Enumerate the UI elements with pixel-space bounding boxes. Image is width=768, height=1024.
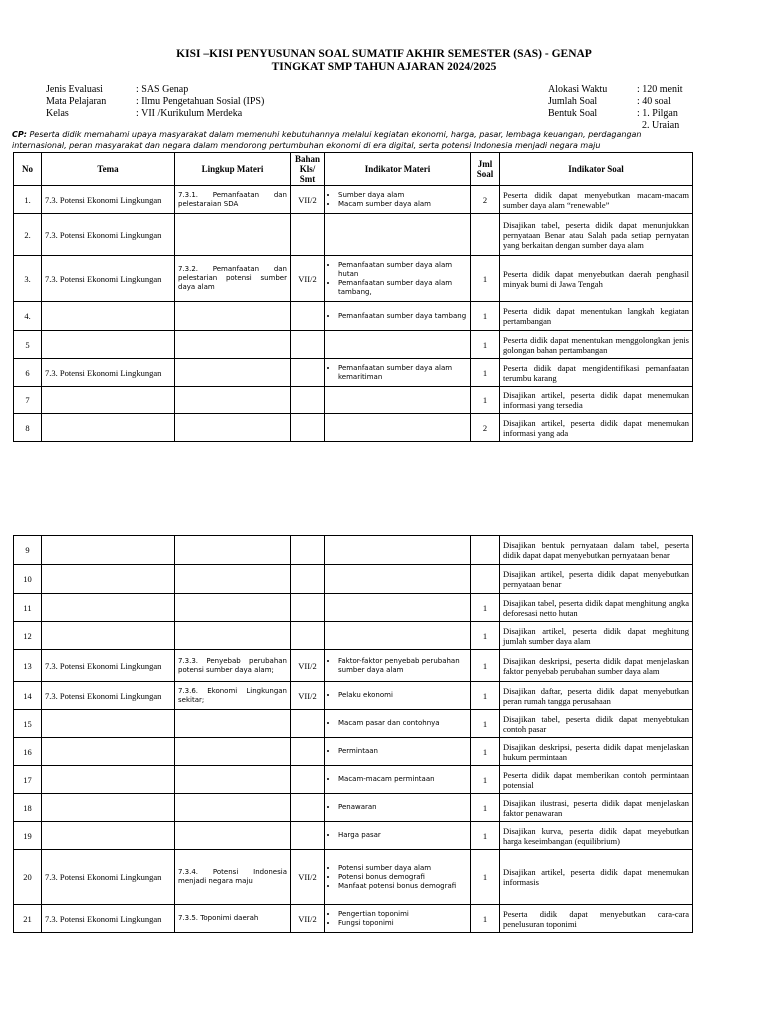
cell-bahan-kls: [291, 766, 325, 794]
cell-tema: 7.3. Potensi Ekonomi Lingkungan: [42, 650, 175, 682]
cell-indikator-soal: Disajikan tabel, peserta didik dapat menunjukkan pernyataan Benar atau Salah pada setiap pernyatan yang berkaitan dengan sumber daya alam: [500, 214, 693, 256]
indikator-item: • Permintaan: [338, 747, 467, 756]
cell-lingkup-materi: 7.3.4. Potensi Indonesia menjadi negara maju: [175, 850, 291, 905]
table-row: [14, 905, 693, 933]
cell-bahan-kls: VII/2: [291, 650, 325, 682]
cell-tema: [42, 738, 175, 766]
header-lingkup-materi: Lingkup Materi: [175, 153, 291, 186]
cell-lingkup-materi: [175, 794, 291, 822]
cell-lingkup-materi: [175, 738, 291, 766]
header-indikator-materi: Indikator Materi: [325, 153, 471, 186]
cell-indikator-materi: [325, 622, 471, 650]
indikator-list: [328, 657, 467, 675]
document-title-line2: TINGKAT SMP TAHUN AJARAN 2024/2025: [271, 61, 497, 73]
cell-jml-soal: 1: [471, 766, 500, 794]
table-row: [14, 536, 693, 565]
info-right: [548, 84, 683, 132]
info-row: Jumlah Soal : 40 soal: [548, 96, 671, 107]
indikator-item: • Faktor-faktor penyebab perubahan sumber daya alam: [338, 657, 467, 675]
cell-lingkup-materi: [175, 331, 291, 359]
cell-tema: 7.3. Potensi Ekonomi Lingkungan: [42, 186, 175, 214]
cell-no: 15: [14, 710, 42, 738]
kisi-table-part2: [13, 535, 693, 933]
table-row: [14, 622, 693, 650]
cell-jml-soal: [471, 565, 500, 594]
cell-indikator-soal: Peserta didik dapat memberikan contoh permintaan potensial: [500, 766, 693, 794]
cell-indikator-materi: [325, 794, 471, 822]
cell-tema: [42, 387, 175, 414]
cell-tema: [42, 331, 175, 359]
cell-no: 5: [14, 331, 42, 359]
indikator-item: • Harga pasar: [338, 831, 467, 840]
cell-indikator-materi: [325, 565, 471, 594]
header-bahan-kls: Bahan Kls/ Smt: [291, 153, 325, 186]
cell-no: 19: [14, 822, 42, 850]
cell-indikator-materi: [325, 650, 471, 682]
indikator-list: [328, 864, 467, 891]
cell-no: 16: [14, 738, 42, 766]
cell-tema: 7.3. Potensi Ekonomi Lingkungan: [42, 905, 175, 933]
cell-bahan-kls: VII/2: [291, 850, 325, 905]
indikator-item: • Pemanfaatan sumber daya tambang: [338, 312, 467, 321]
indikator-list: [328, 364, 467, 382]
cell-indikator-soal: Disajikan tabel, peserta didik dapat menyebtukan contoh pasar: [500, 710, 693, 738]
table-row: [14, 359, 693, 387]
table-row: [14, 186, 693, 214]
cell-jml-soal: 2: [471, 414, 500, 442]
table-row: [14, 710, 693, 738]
table-row: [14, 256, 693, 302]
indikator-item: • Macam pasar dan contohnya: [338, 719, 467, 728]
cell-indikator-materi: [325, 682, 471, 710]
indikator-list: [328, 775, 467, 784]
cell-bahan-kls: [291, 710, 325, 738]
cell-bahan-kls: [291, 594, 325, 622]
cell-bahan-kls: VII/2: [291, 186, 325, 214]
cell-indikator-soal: Disajikan artikel, peserta didik dapat meghitung jumlah sumber daya alam: [500, 622, 693, 650]
cell-tema: [42, 594, 175, 622]
cell-tema: [42, 622, 175, 650]
cell-indikator-soal: Disajikan daftar, peserta didik dapat menyebutkan peran rumah tangga perusahaan: [500, 682, 693, 710]
table-row: [14, 594, 693, 622]
cell-lingkup-materi: [175, 622, 291, 650]
cell-indikator-soal: Peserta didik dapat menentukan menggolongkan jenis golongan bahan pertambangan: [500, 331, 693, 359]
cell-indikator-soal: Disajikan artikel, peserta didik dapat menyebutkan pernyataan benar: [500, 565, 693, 594]
indikator-list: [328, 803, 467, 812]
cell-tema: [42, 710, 175, 738]
cell-indikator-materi: [325, 850, 471, 905]
cell-lingkup-materi: [175, 214, 291, 256]
cell-jml-soal: 1: [471, 331, 500, 359]
cell-jml-soal: 1: [471, 794, 500, 822]
cell-indikator-soal: Peserta didik dapat menentukan langkah kegiatan pertambangan: [500, 302, 693, 331]
cell-indikator-materi: [325, 822, 471, 850]
cell-bahan-kls: VII/2: [291, 905, 325, 933]
cell-indikator-soal: Peserta didik dapat menyebutkan cara-cara penelusuran toponimi: [500, 905, 693, 933]
cell-jml-soal: 1: [471, 302, 500, 331]
cell-indikator-materi: [325, 331, 471, 359]
cell-no: 3.: [14, 256, 42, 302]
cell-tema: [42, 766, 175, 794]
cell-lingkup-materi: [175, 565, 291, 594]
cell-no: 13: [14, 650, 42, 682]
indikator-item: • Penawaran: [338, 803, 467, 812]
cell-tema: 7.3. Potensi Ekonomi Lingkungan: [42, 359, 175, 387]
cell-lingkup-materi: 7.3.1. Pemanfaatan dan pelestaraian SDA: [175, 186, 291, 214]
indikator-item: • Macam sumber daya alam: [338, 200, 467, 209]
cell-indikator-soal: Disajikan deskripsi, peserta didik dapat menjelaskan faktor penyebab perubahan sumber daya alam: [500, 650, 693, 682]
cell-indikator-soal: Disajikan deskripsi, peserta didik dapat menjelaskan hukum permintaan: [500, 738, 693, 766]
table-row: [14, 850, 693, 905]
table-row: [14, 766, 693, 794]
cell-bahan-kls: [291, 622, 325, 650]
cell-lingkup-materi: 7.3.3. Penyebab perubahan potensi sumber daya alam;: [175, 650, 291, 682]
indikator-list: [328, 191, 467, 209]
kisi-table-part1: [13, 152, 693, 442]
cell-no: 21: [14, 905, 42, 933]
cell-lingkup-materi: [175, 822, 291, 850]
cell-indikator-materi: [325, 710, 471, 738]
info-row: 2. Uraian: [642, 120, 680, 131]
cp-text: Peserta didik memahami upaya masyarakat dalam memenuhi kebutuhannya melalui kegiatan ekonomi, harga, pasar, lembaga keuangan, perdagangan internasional, peran masyarakat dan negara dalam mendorong pertumbuhan ekonomi di era digital, serta potensi Indonesia menjadi negara maju: [12, 130, 642, 150]
indikator-list: [328, 691, 467, 700]
cell-indikator-soal: Peserta didik dapat mengidentifikasi pemanfaatan terumbu karang: [500, 359, 693, 387]
table-row: [14, 682, 693, 710]
cell-bahan-kls: [291, 214, 325, 256]
cell-indikator-soal: Disajikan bentuk pernyataan dalam tabel, peserta didik dapat dapat menyebutkan pernyataan benar: [500, 536, 693, 565]
cell-no: 4.: [14, 302, 42, 331]
cell-jml-soal: 2: [471, 186, 500, 214]
indikator-item: • Manfaat potensi bonus demografi: [338, 882, 467, 891]
cell-jml-soal: 1: [471, 594, 500, 622]
cell-indikator-soal: Disajikan artikel, peserta didik dapat menemukan informasi yang ada: [500, 414, 693, 442]
cell-indikator-materi: [325, 594, 471, 622]
cell-tema: 7.3. Potensi Ekonomi Lingkungan: [42, 850, 175, 905]
cell-indikator-materi: [325, 414, 471, 442]
cell-tema: [42, 565, 175, 594]
cell-no: 12: [14, 622, 42, 650]
info-row: Jenis Evaluasi : SAS Genap: [46, 84, 189, 95]
cell-indikator-soal: Disajikan tabel, peserta didik dapat menghitung angka deforesasi netto hutan: [500, 594, 693, 622]
cell-jml-soal: [471, 536, 500, 565]
cell-lingkup-materi: [175, 414, 291, 442]
cell-indikator-soal: Peserta didik dapat menyebutkan daerah penghasil minyak bumi di Jawa Tengah: [500, 256, 693, 302]
table-row: [14, 794, 693, 822]
table-row: [14, 565, 693, 594]
indikator-list: [328, 910, 467, 928]
cell-indikator-materi: [325, 256, 471, 302]
cell-lingkup-materi: [175, 387, 291, 414]
cell-tema: [42, 414, 175, 442]
cell-tema: 7.3. Potensi Ekonomi Lingkungan: [42, 682, 175, 710]
cell-bahan-kls: [291, 359, 325, 387]
table-row: [14, 414, 693, 442]
cell-indikator-materi: [325, 214, 471, 256]
cell-no: 11: [14, 594, 42, 622]
cell-tema: [42, 822, 175, 850]
cell-bahan-kls: [291, 302, 325, 331]
cell-no: 8: [14, 414, 42, 442]
indikator-list: [328, 261, 467, 297]
indikator-item: • Pemanfaatan sumber daya alam tambang,: [338, 279, 467, 297]
indikator-item: • Pelaku ekonomi: [338, 691, 467, 700]
table-row: [14, 738, 693, 766]
table-row: [14, 387, 693, 414]
indikator-list: [328, 747, 467, 756]
document-title-line1: KISI –KISI PENYUSUNAN SOAL SUMATIF AKHIR SEMESTER (SAS) - GENAP: [176, 48, 592, 60]
cell-lingkup-materi: [175, 536, 291, 565]
indikator-list: [328, 831, 467, 840]
indikator-item: • Potensi sumber daya alam: [338, 864, 467, 873]
indikator-item: • Potensi bonus demografi: [338, 873, 467, 882]
cell-bahan-kls: VII/2: [291, 256, 325, 302]
cell-tema: 7.3. Potensi Ekonomi Lingkungan: [42, 214, 175, 256]
cell-bahan-kls: [291, 738, 325, 766]
cell-no: 17: [14, 766, 42, 794]
indikator-item: • Sumber daya alam: [338, 191, 467, 200]
cell-lingkup-materi: [175, 710, 291, 738]
cell-tema: [42, 794, 175, 822]
info-row: Kelas : VII /Kurikulum Merdeka: [46, 108, 243, 119]
cell-no: 20: [14, 850, 42, 905]
cell-bahan-kls: [291, 794, 325, 822]
cell-indikator-soal: Disajikan artikel, peserta didik dapat menemukan informasis: [500, 850, 693, 905]
cell-bahan-kls: [291, 387, 325, 414]
cell-lingkup-materi: 7.3.5. Toponimi daerah: [175, 905, 291, 933]
header-indikator-soal: Indikator Soal: [500, 153, 693, 186]
cell-bahan-kls: [291, 331, 325, 359]
cell-jml-soal: 1: [471, 822, 500, 850]
cell-bahan-kls: VII/2: [291, 682, 325, 710]
info-left: [46, 84, 264, 120]
cell-jml-soal: 1: [471, 650, 500, 682]
cell-lingkup-materi: [175, 766, 291, 794]
cell-lingkup-materi: 7.3.2. Pemanfaatan dan pelestarian potensi sumber daya alam: [175, 256, 291, 302]
indikator-item: • Macam-macam permintaan: [338, 775, 467, 784]
info-row: Mata Pelajaran : Ilmu Pengetahuan Sosial (IPS): [46, 96, 265, 107]
table-row: [14, 331, 693, 359]
cell-indikator-soal: Disajikan ilustrasi, peserta didik dapat menjelaskan faktor penawaran: [500, 794, 693, 822]
indikator-list: [328, 312, 467, 321]
cell-jml-soal: 1: [471, 905, 500, 933]
cell-indikator-materi: [325, 302, 471, 331]
cell-bahan-kls: [291, 536, 325, 565]
table-row: [14, 214, 693, 256]
cp-label: CP:: [12, 130, 27, 139]
table-row: [14, 650, 693, 682]
info-row: Bentuk Soal : 1. Pilgan: [548, 108, 678, 119]
cell-lingkup-materi: 7.3.6. Ekonomi Lingkungan sekitar;: [175, 682, 291, 710]
cell-lingkup-materi: [175, 359, 291, 387]
cell-jml-soal: 1: [471, 256, 500, 302]
table-header-row: [14, 153, 693, 186]
cell-indikator-materi: [325, 359, 471, 387]
indikator-list: [328, 719, 467, 728]
cell-no: 10: [14, 565, 42, 594]
cell-indikator-materi: [325, 186, 471, 214]
cell-jml-soal: 1: [471, 622, 500, 650]
cell-bahan-kls: [291, 822, 325, 850]
cell-no: 9: [14, 536, 42, 565]
capaian-pembelajaran: [12, 129, 692, 151]
cell-jml-soal: 1: [471, 359, 500, 387]
cell-jml-soal: 1: [471, 387, 500, 414]
cell-indikator-soal: Disajikan kurva, peserta didik dapat meyebutkan harga keseimbangan (equilibrium): [500, 822, 693, 850]
cell-indikator-materi: [325, 738, 471, 766]
cell-tema: [42, 302, 175, 331]
cell-jml-soal: 1: [471, 850, 500, 905]
cell-jml-soal: 1: [471, 738, 500, 766]
info-row: Alokasi Waktu : 120 menit: [548, 84, 683, 95]
cell-indikator-materi: [325, 766, 471, 794]
cell-bahan-kls: [291, 565, 325, 594]
indikator-item: • Pemanfaatan sumber daya alam hutan: [338, 261, 467, 279]
cell-indikator-soal: Peserta didik dapat menyebutkan macam-macam sumber daya alam “renewable”: [500, 186, 693, 214]
cell-jml-soal: [471, 214, 500, 256]
indikator-item: • Fungsi toponimi: [338, 919, 467, 928]
cell-no: 6: [14, 359, 42, 387]
cell-tema: 7.3. Potensi Ekonomi Lingkungan: [42, 256, 175, 302]
table-row: [14, 822, 693, 850]
table-row: [14, 302, 693, 331]
cell-tema: [42, 536, 175, 565]
header-tema: Tema: [42, 153, 175, 186]
cell-lingkup-materi: [175, 302, 291, 331]
cell-indikator-materi: [325, 905, 471, 933]
cell-no: 7: [14, 387, 42, 414]
cell-no: 1.: [14, 186, 42, 214]
cell-indikator-soal: Disajikan artikel, peserta didik dapat menemukan informasi yang tersedia: [500, 387, 693, 414]
indikator-item: • Pengertian toponimi: [338, 910, 467, 919]
indikator-item: • Pemanfaatan sumber daya alam kemaritiman: [338, 364, 467, 382]
cell-no: 2.: [14, 214, 42, 256]
cell-jml-soal: 1: [471, 682, 500, 710]
header-no: No: [14, 153, 42, 186]
cell-no: 18: [14, 794, 42, 822]
cell-jml-soal: 1: [471, 710, 500, 738]
cell-indikator-materi: [325, 536, 471, 565]
cell-lingkup-materi: [175, 594, 291, 622]
cell-no: 14: [14, 682, 42, 710]
header-jml-soal: Jml Soal: [471, 153, 500, 186]
cell-bahan-kls: [291, 414, 325, 442]
cell-indikator-materi: [325, 387, 471, 414]
